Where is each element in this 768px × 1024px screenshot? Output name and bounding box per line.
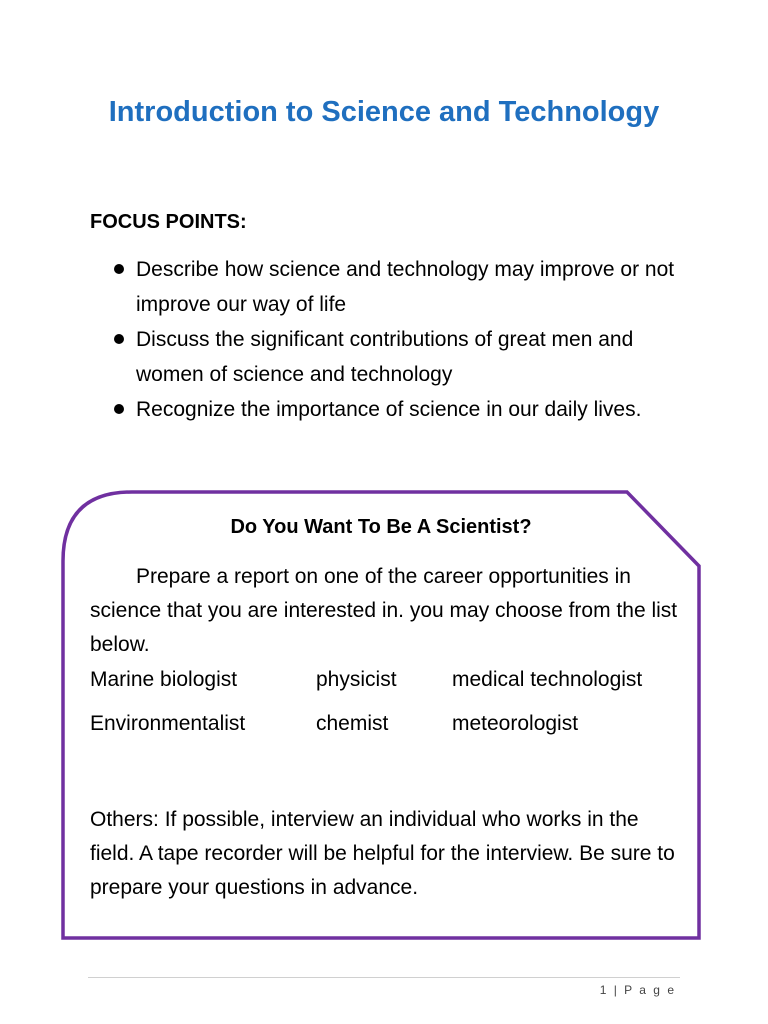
- career-row: [90, 712, 690, 756]
- activity-box-intro: Prepare a report on one of the career opportunities in science that you are interested in. you may choose from the list below.: [90, 565, 678, 656]
- activity-box-heading: Do You Want To Be A Scientist?: [230, 516, 532, 538]
- career-option: Environmentalist: [90, 712, 246, 735]
- document-title: Introduction to Science and Technology: [108, 96, 660, 128]
- career-option: chemist: [316, 712, 389, 735]
- career-row: [90, 668, 690, 712]
- focus-points-heading: FOCUS POINTS:: [90, 211, 247, 233]
- career-option: Marine biologist: [90, 668, 238, 691]
- career-option: physicist: [316, 668, 397, 691]
- activity-box-others: Others: If possible, interview an individual who works in the field. A tape recorder will be helpful for the interview. Be sure to prepare your questions in advance.: [90, 808, 675, 899]
- focus-point-item: Recognize the importance of science in our daily lives.: [110, 392, 680, 427]
- page-number: 1 | P a g e: [599, 983, 676, 997]
- career-options-table: [90, 668, 690, 756]
- focus-point-item: Discuss the significant contributions of great men and women of science and technology: [110, 322, 680, 392]
- career-option: meteorologist: [452, 712, 579, 735]
- footer-divider: [88, 977, 680, 978]
- career-option: medical technologist: [452, 668, 643, 691]
- focus-point-item: Describe how science and technology may improve or not improve our way of life: [110, 252, 680, 322]
